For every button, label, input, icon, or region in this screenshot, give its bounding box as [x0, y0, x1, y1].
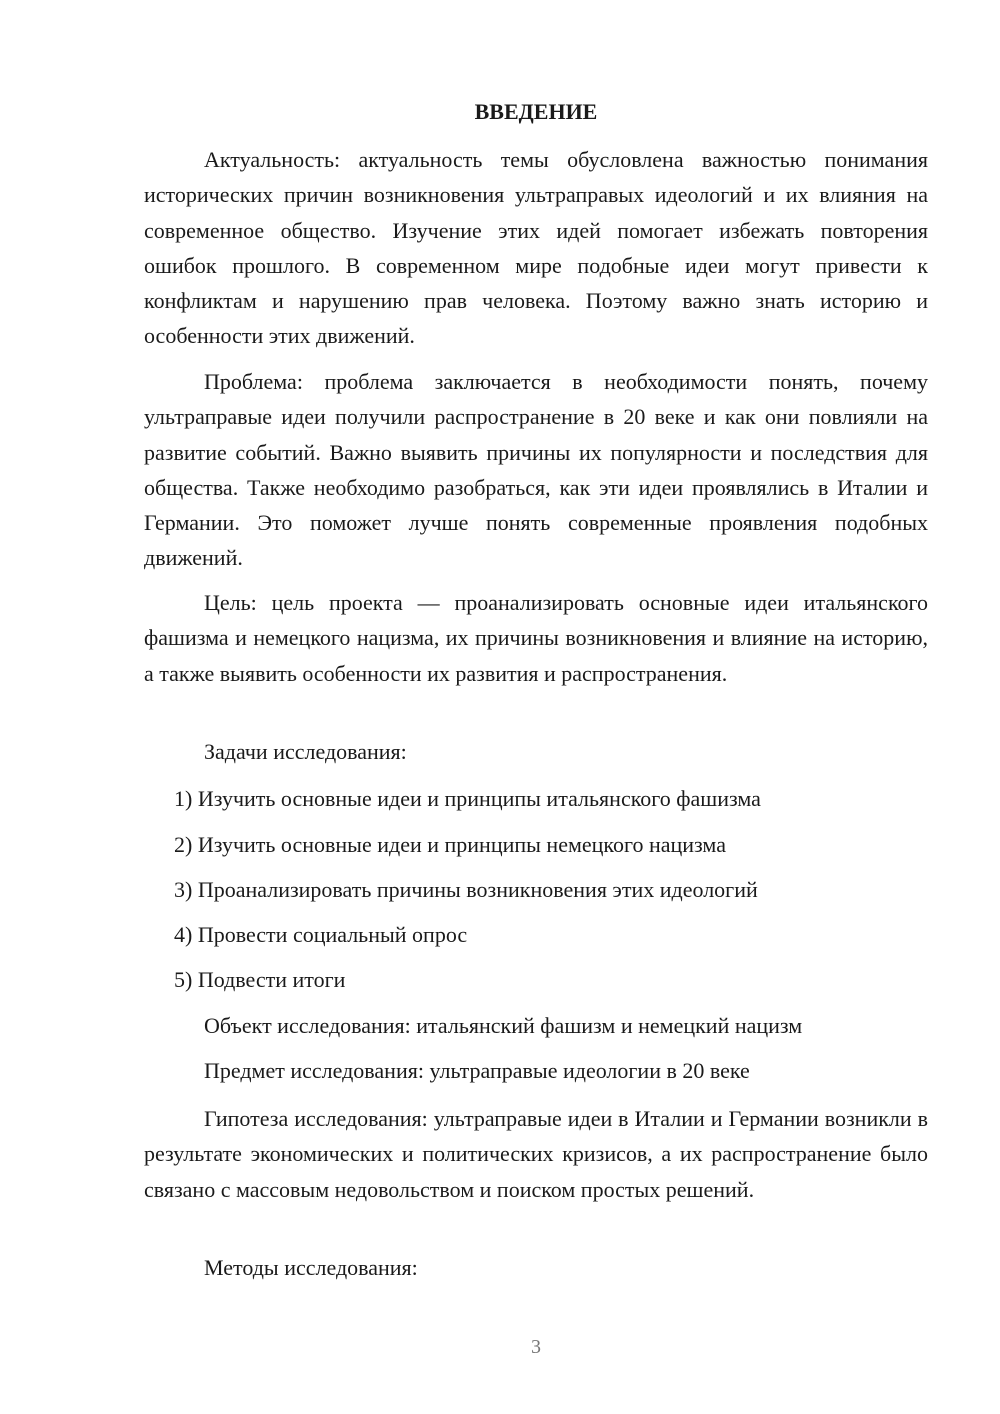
task-item-1: 1) Изучить основные идеи и принципы итальянского фашизма — [174, 786, 761, 811]
relevance-paragraph: Актуальность: актуальность темы обусловлена важностью понимания исторических причин возникновения ультраправых идеологий и их влияния на современное общество. Изучение этих идей помогает избежать повторения ошибок прошлого. В современном мире подобные идеи могут привести к конфликтам и нарушению прав человека. Поэтому важно знать историю и особенности этих движений. — [144, 147, 928, 349]
goal-paragraph: Цель: цель проекта — проанализировать основные идеи итальянского фашизма и немецкого нацизма, их причины возникновения и влияние на историю, а также выявить особенности их развития и распространения. — [144, 590, 928, 686]
section-title: ВВЕДЕНИЕ — [474, 99, 598, 124]
task-item-5: 5) Подвести итоги — [174, 967, 346, 992]
tasks-heading: Задачи исследования: — [204, 739, 407, 764]
task-item-4: 4) Провести социальный опрос — [174, 922, 468, 947]
research-object: Объект исследования: итальянский фашизм и немецкий нацизм — [204, 1013, 803, 1038]
problem-paragraph: Проблема: проблема заключается в необходимости понять, почему ультраправые идеи получили распространение в 20 веке и как они повлияли на развитие событий. Важно выявить причины их популярности и последствия для общества. Также необходимо разобраться, как эти идеи проявлялись в Италии и Германии. Это поможет лучше понять современные проявления подобных движений. — [144, 369, 928, 571]
page-number: 3 — [531, 1336, 541, 1358]
hypothesis-paragraph: Гипотеза исследования: ультраправые идеи в Италии и Германии возникли в результате экономических и политических кризисов, а их распространение было связано с массовым недовольством и поиском простых решений. — [144, 1106, 928, 1202]
research-subject: Предмет исследования: ультраправые идеологии в 20 веке — [204, 1058, 750, 1083]
methods-heading: Методы исследования: — [204, 1255, 418, 1280]
task-item-3: 3) Проанализировать причины возникновения этих идеологий — [174, 877, 758, 902]
task-item-2: 2) Изучить основные идеи и принципы немецкого нацизма — [174, 832, 726, 857]
